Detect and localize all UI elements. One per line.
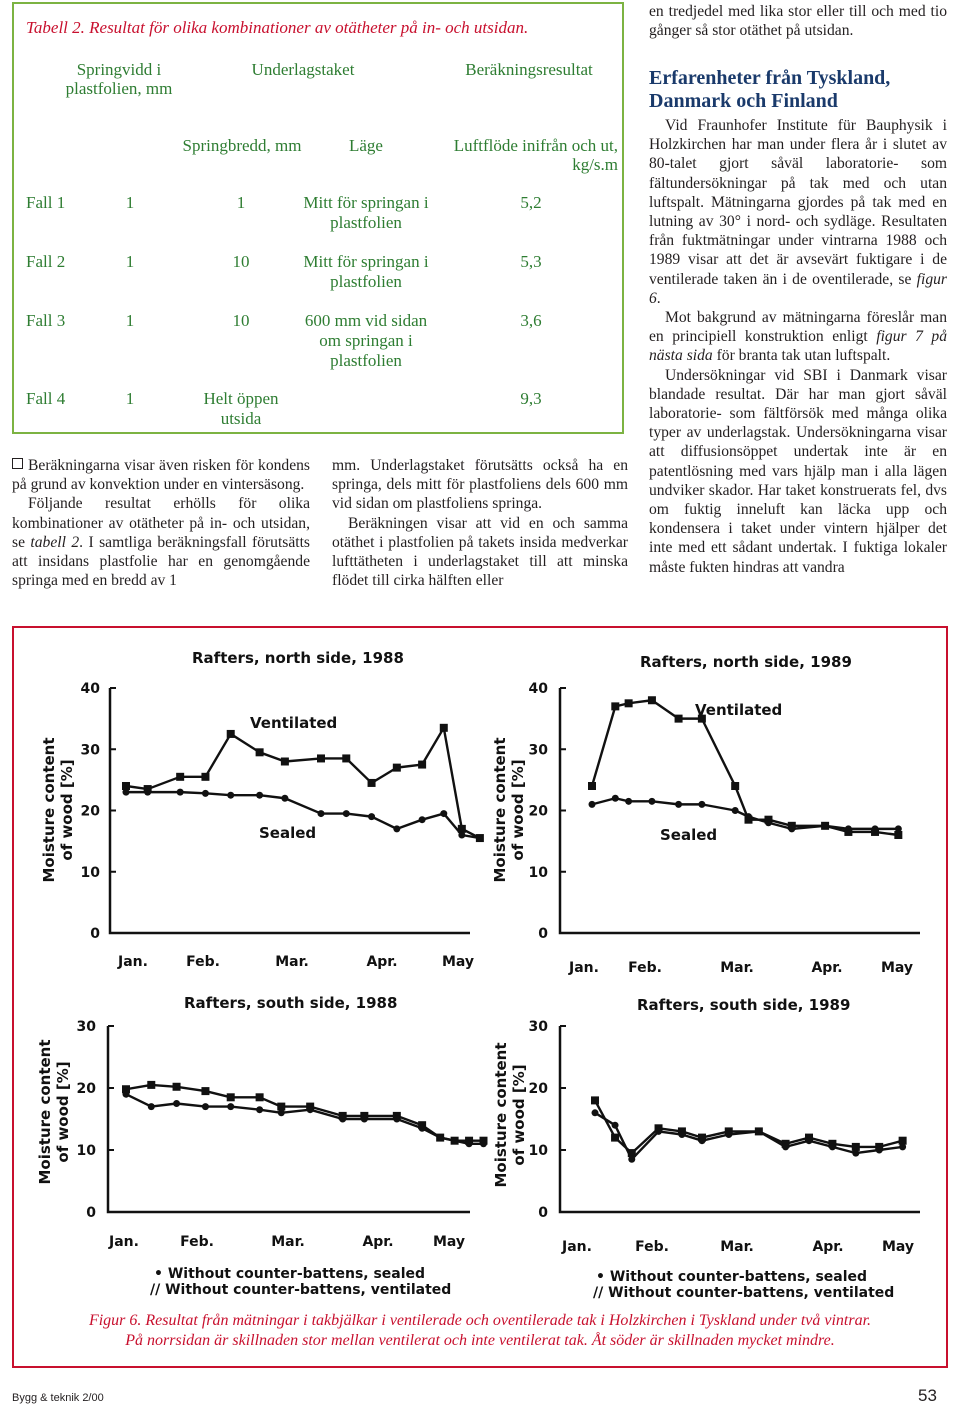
- chart-title: Rafters, south side, 1988: [184, 994, 398, 1012]
- table-title: Tabell 2. Resultat för olika kombinationer av otätheter på in- och utsidan.: [26, 18, 529, 37]
- axis-line: [560, 1026, 920, 1212]
- data-point-square: [368, 779, 376, 787]
- y-tick-label: 30: [76, 1019, 96, 1035]
- data-point-dot: [625, 798, 632, 805]
- paragraph: Beräkningarna visar även risken för kondens på grund av konvektion under en vintersäsong.: [12, 457, 310, 494]
- y-axis-label: Moisture contentof wood [%]: [492, 1042, 528, 1188]
- chart-south-1989: [492, 996, 920, 1301]
- data-point-dot: [307, 1106, 314, 1113]
- data-point-dot: [628, 1156, 635, 1163]
- x-tick-label: Apr.: [811, 960, 843, 976]
- table-cell-vidd: 1: [125, 193, 135, 212]
- data-point-dot: [227, 792, 234, 799]
- data-point-dot: [612, 795, 619, 802]
- data-point-dot: [466, 1140, 473, 1147]
- y-tick-label: 30: [528, 742, 548, 759]
- x-tick-label: Apr.: [366, 954, 398, 970]
- data-point-dot: [256, 1106, 263, 1113]
- data-point-dot: [895, 825, 902, 832]
- data-point-dot: [227, 1103, 234, 1110]
- table-header-underlagstaket: Underlagstaket: [251, 60, 355, 79]
- data-point-dot: [788, 825, 795, 832]
- data-point-dot: [476, 835, 483, 842]
- y-tick-label: 20: [80, 803, 100, 820]
- y-tick-label: 0: [538, 1205, 548, 1221]
- data-point-square: [675, 715, 683, 723]
- chart-plot-area: [77, 1019, 488, 1250]
- paragraph: mm. Underlagstaket förutsätts också ha en springa, dels mitt för plastfoliens dels 600 mm vid sidan om plastfoliens springa.: [332, 457, 628, 513]
- chart-plot-area: [529, 1019, 920, 1255]
- data-point-dot: [368, 813, 375, 820]
- chart-north-1989: [491, 653, 920, 976]
- data-point-dot: [755, 1128, 762, 1135]
- caption-line: På norrsidan är skillnaden stor mellan ventilerat och inte ventilerat tak. Åt söder är skillnaden mycket mindre.: [125, 1332, 835, 1349]
- data-point-square: [201, 773, 209, 781]
- data-point-dot: [177, 789, 184, 796]
- table-row-label: Fall 3: [26, 311, 66, 330]
- table-cell-bredd: Helt öppen utsida: [203, 389, 279, 428]
- y-tick-label: 10: [528, 864, 548, 881]
- data-point-dot: [822, 822, 829, 829]
- x-tick-label: Jan.: [118, 954, 148, 970]
- data-point-dot: [845, 825, 852, 832]
- paragraph-end: .: [656, 289, 661, 307]
- data-point-dot: [648, 798, 655, 805]
- data-point-dot: [732, 807, 739, 814]
- table-header-luftflode: Luftflöde inifrån och ut, kg/s.m: [453, 136, 618, 174]
- series-line-ventilated: [126, 728, 480, 838]
- table-cell-vidd: 1: [125, 389, 135, 408]
- axis-line: [108, 1026, 470, 1212]
- y-tick-label: 10: [528, 1143, 548, 1159]
- y-tick-label: 10: [80, 864, 100, 881]
- data-point-square: [256, 1093, 264, 1101]
- paragraph: Beräkningen visar att vid en och samma otäthet i plastfolien på takets insida medverkar lufttätheten i underlagstaket till att minska flödet till cirka hälften eller: [332, 514, 628, 590]
- data-point-square: [591, 1096, 599, 1104]
- data-point-square: [281, 758, 289, 766]
- data-point-dot: [782, 1143, 789, 1150]
- chart-title: Rafters, south side, 1989: [637, 996, 851, 1014]
- paragraph: Följande resultat erhölls för olika kombinationer av otätheter på in- och utsidan, se: [12, 495, 310, 551]
- data-point-dot: [675, 801, 682, 808]
- y-axis-label: Moisture contentof wood [%]: [491, 737, 527, 883]
- legend-sealed: • Without counter-battens, sealed: [596, 1269, 868, 1285]
- data-point-dot: [393, 825, 400, 832]
- chart-north-1988: [40, 649, 484, 970]
- data-point-dot: [592, 1109, 599, 1116]
- data-point-dot: [318, 810, 325, 817]
- paragraph: Mot bakgrund av mätningarna föreslår man en principiell konstruktion enligt: [649, 309, 947, 346]
- data-point-square: [317, 754, 325, 762]
- x-tick-label: Apr.: [362, 1234, 394, 1250]
- y-tick-label: 0: [538, 926, 548, 942]
- table-header-springbredd: Springbredd, mm: [182, 136, 302, 155]
- x-tick-label: May: [441, 954, 475, 970]
- table-reference-link[interactable]: tabell 2: [30, 533, 80, 551]
- page-number: 53: [918, 1386, 937, 1405]
- table-cell-bredd: 10: [232, 252, 250, 271]
- x-tick-label: May: [881, 1239, 915, 1255]
- data-point-dot: [698, 801, 705, 808]
- figure-caption: [30, 1311, 930, 1351]
- data-point-dot: [725, 1131, 732, 1138]
- table-cell-lage: Mitt för springan i plastfolien: [303, 252, 429, 291]
- y-tick-label: 40: [80, 681, 100, 697]
- table-header-lage: Läge: [349, 136, 383, 155]
- data-point-square: [147, 1081, 155, 1089]
- axis-line: [560, 688, 920, 933]
- data-point-dot: [202, 1103, 209, 1110]
- data-point-square: [227, 730, 235, 738]
- table-header-berakningsresultat: Beräkningsresultat: [465, 60, 593, 79]
- y-tick-label: 30: [528, 1019, 548, 1035]
- x-tick-label: Mar.: [720, 1239, 754, 1255]
- data-point-dot: [872, 825, 879, 832]
- figure-reference-link[interactable]: figur 7 på nästa sida: [649, 328, 948, 365]
- paragraph-end: för branta tak utan luftspalt.: [712, 347, 891, 365]
- annotation-ventilated: Ventilated: [695, 701, 783, 719]
- paragraph: en tredjedel med lika stor eller till och med tio gånger så stor otäthet på utsidan.: [649, 3, 947, 40]
- data-point-dot: [612, 1122, 619, 1129]
- table-cell-vidd: 1: [125, 252, 135, 271]
- data-point-square: [625, 699, 633, 707]
- data-point-square: [256, 748, 264, 756]
- data-point-dot: [451, 1137, 458, 1144]
- data-point-dot: [745, 813, 752, 820]
- x-tick-label: Feb.: [628, 960, 662, 976]
- annotation-sealed: Sealed: [660, 826, 718, 844]
- data-point-dot: [765, 819, 772, 826]
- x-tick-label: May: [880, 960, 914, 976]
- legend-ventilated: // Without counter-battens, ventilated: [150, 1282, 452, 1298]
- data-point-dot: [144, 789, 151, 796]
- legend-sealed: • Without counter-battens, sealed: [154, 1266, 426, 1282]
- chart-title: Rafters, north side, 1989: [640, 653, 852, 671]
- table-header-springvidd: Springvidd i plastfolien, mm: [65, 60, 173, 98]
- data-point-square: [342, 754, 350, 762]
- data-point-square: [588, 782, 596, 790]
- figure-reference-link[interactable]: figur 6: [649, 270, 947, 307]
- table-row-label: Fall 4: [26, 389, 66, 408]
- data-point-dot: [458, 832, 465, 839]
- x-tick-label: Mar.: [720, 960, 754, 976]
- data-point-dot: [361, 1116, 368, 1123]
- table-cell-flode: 5,3: [520, 252, 542, 271]
- x-tick-label: Jan.: [562, 1239, 592, 1255]
- data-point-dot: [419, 816, 426, 823]
- data-point-dot: [699, 1137, 706, 1144]
- paragraph: Undersökningar vid SBI i Danmark visar blandade resultat. Där har man gjort såväl laboratorie- som fältförsök med många olika typer av underlagstak. Undersökningarna visar att diffusionsöppet undertak inte är en patentlösning med vars hjälp man i alla lägen undviker skador. Har taket konstruerats fel, dvs om fuktig inneluft kan läcka upp och kondensera i taket under vintern hjälper det inte med ett sådant undertak. I fuktiga lokaler måste fukten hindras att vandra: [649, 366, 947, 576]
- table-cell-vidd: 1: [125, 311, 135, 330]
- data-point-square: [648, 696, 656, 704]
- data-point-dot: [393, 1116, 400, 1123]
- chart-south-1988: [36, 994, 488, 1298]
- table-row-label: Fall 1: [26, 193, 66, 212]
- data-point-square: [731, 782, 739, 790]
- data-point-dot: [899, 1143, 906, 1150]
- table-cell-lage: 600 mm vid sidan om springan i plastfolien: [304, 311, 428, 370]
- annotation-ventilated: Ventilated: [250, 714, 338, 732]
- data-point-dot: [123, 1091, 130, 1098]
- data-point-dot: [440, 810, 447, 817]
- data-point-square: [611, 702, 619, 710]
- table-cell-flode: 9,3: [520, 389, 542, 408]
- data-point-dot: [148, 1103, 155, 1110]
- x-tick-label: Feb.: [186, 954, 220, 970]
- x-tick-label: Jan.: [569, 960, 599, 976]
- x-tick-label: Feb.: [180, 1234, 214, 1250]
- caption-line: Figur 6. Resultat från mätningar i takbjälkar i ventilerade och oventilerade tak i Holzkirchen i Tyskland under två vintrar.: [88, 1312, 872, 1329]
- table-cell-bredd: 1: [236, 193, 246, 212]
- legend-ventilated: // Without counter-battens, ventilated: [593, 1285, 895, 1301]
- data-point-dot: [202, 790, 209, 797]
- data-point-dot: [256, 792, 263, 799]
- data-point-square: [176, 773, 184, 781]
- data-point-dot: [480, 1140, 487, 1147]
- data-point-square: [393, 764, 401, 772]
- x-tick-label: Jan.: [109, 1234, 139, 1250]
- data-point-dot: [852, 1150, 859, 1157]
- data-point-dot: [589, 801, 596, 808]
- y-tick-label: 0: [86, 1205, 96, 1221]
- data-point-dot: [655, 1128, 662, 1135]
- series-line-sealed: [126, 1094, 484, 1144]
- data-point-dot: [339, 1116, 346, 1123]
- data-point-square: [440, 724, 448, 732]
- chart-plot-area: [529, 681, 920, 976]
- y-tick-label: 20: [76, 1081, 96, 1097]
- data-point-dot: [123, 789, 130, 796]
- table-cell-lage: Mitt för springan i plastfolien: [303, 193, 429, 232]
- data-point-dot: [806, 1137, 813, 1144]
- y-axis-label: Moisture contentof wood [%]: [40, 737, 76, 883]
- table-row-label: Fall 2: [26, 252, 66, 271]
- y-tick-label: 10: [76, 1143, 96, 1159]
- y-tick-label: 40: [528, 681, 548, 697]
- data-point-dot: [281, 795, 288, 802]
- data-point-square: [227, 1093, 235, 1101]
- y-tick-label: 0: [90, 926, 100, 942]
- data-point-dot: [173, 1100, 180, 1107]
- annotation-sealed: Sealed: [259, 824, 317, 842]
- data-point-dot: [419, 1125, 426, 1132]
- table-cell-bredd: 10: [232, 311, 250, 330]
- section-heading: Erfarenheter från Tyskland, Danmark och Finland: [649, 67, 891, 112]
- data-point-dot: [278, 1109, 285, 1116]
- data-point-dot: [678, 1131, 685, 1138]
- y-axis-label: Moisture contentof wood [%]: [36, 1039, 72, 1185]
- y-tick-label: 20: [528, 803, 548, 820]
- data-point-square: [173, 1083, 181, 1091]
- data-point-dot: [343, 810, 350, 817]
- x-tick-label: May: [432, 1234, 466, 1250]
- data-point-square: [418, 761, 426, 769]
- y-tick-label: 30: [80, 742, 100, 759]
- table-cell-flode: 5,2: [520, 193, 542, 212]
- data-point-dot: [876, 1147, 883, 1154]
- chart-title: Rafters, north side, 1988: [192, 649, 404, 667]
- x-tick-label: Feb.: [635, 1239, 669, 1255]
- data-point-dot: [437, 1134, 444, 1141]
- table-cell-flode: 3,6: [520, 311, 542, 330]
- paragraph: Vid Fraunhofer Institute für Bauphysik i Holzkirchen har man under flera år i slutet av 80-talet gjort såväl laboratorie- som fältundersökningar på tak med och utan luftspalt. Mätningarna gjordes på tak med en lutning av 30° i nord- och sydläge. Resultaten från fuktmätningar under vintrarna 1988 och 1989 visar att det är avsevärt fuktigare i de ventilerade taken än i de oventilerade, se: [649, 117, 947, 288]
- paragraph-continuation: . I samtliga beräkningsfall förutsätts att insidans plastfolie har en genomgående springa med en bredd av 1: [12, 533, 310, 590]
- journal-footer: Bygg & teknik 2/00: [12, 1392, 104, 1404]
- x-tick-label: Apr.: [812, 1239, 844, 1255]
- y-tick-label: 20: [528, 1081, 548, 1097]
- x-tick-label: Mar.: [271, 1234, 305, 1250]
- data-point-square: [201, 1087, 209, 1095]
- x-tick-label: Mar.: [275, 954, 309, 970]
- data-point-dot: [829, 1143, 836, 1150]
- data-point-square: [611, 1134, 619, 1142]
